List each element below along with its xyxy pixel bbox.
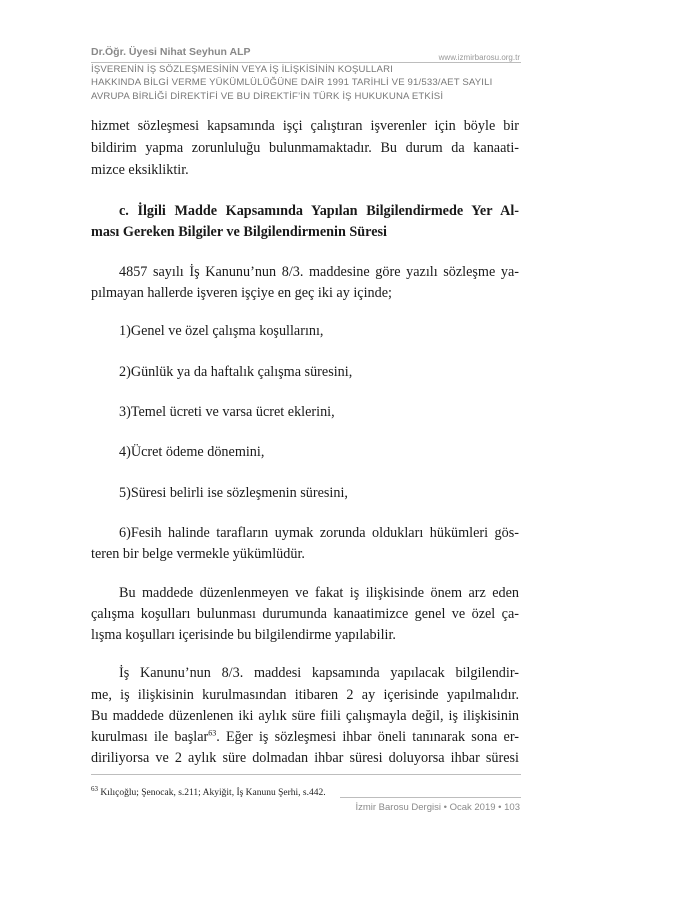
text-line: hizmet sözleşmesi kapsamında işçi çalıştıran işverenler için böyle bir <box>91 118 519 134</box>
footnote-text: Kılıçoğlu; Şenocak, s.211; Akyiğit, İş Kanunu Şerhi, s.442. <box>98 788 326 799</box>
list-item: 3)Temel ücreti ve varsa ücret eklerini, <box>119 404 335 420</box>
footer-journal: İzmir Barosu Dergisi • Ocak 2019 • <box>355 802 502 813</box>
text-line: Bu maddede düzenlenmeyen ve fakat iş ilişkisinde önem arz eden <box>119 585 519 601</box>
list-item: teren bir belge vermekle yükümlüdür. <box>91 546 305 562</box>
text-line: diriliyorsa ve 2 aylık süre dolmadan ihbar süresi doluyorsa ihbar süresi <box>91 750 519 766</box>
header-article-title <box>91 63 531 103</box>
text-segment: . Eğer iş sözleşmesi ihbar öneli tanınarak sona er- <box>216 729 519 745</box>
text-line: me, iş ilişkisinin kurulmasından itibaren 2 ay içerisinde yapılmalıdır. <box>91 687 519 703</box>
text-line: pılmayan hallerde işveren işçiye en geç iki ay içinde; <box>91 285 392 301</box>
section-heading-line: c. İlgili Madde Kapsamında Yapılan Bilgilendirmede Yer Al- <box>119 203 519 219</box>
list-item: 1)Genel ve özel çalışma koşullarını, <box>119 323 324 339</box>
list-item: 5)Süresi belirli ise sözleşmenin süresini, <box>119 485 348 501</box>
header-title-line: AVRUPA BİRLİĞİ DİREKTİFİ VE BU DİREKTİF’İN TÜRK İŞ HUKUKUNA ETKİSİ <box>91 90 444 102</box>
text-line: çalışma koşulları bulunması durumunda kanaatimizce genel ve özel ça- <box>91 606 519 622</box>
text-line: mizce eksikliktir. <box>91 162 189 178</box>
header-website: www.izmirbarosu.org.tr <box>430 53 520 62</box>
footnote-number: 63 <box>91 785 98 793</box>
list-item: 2)Günlük ya da haftalık çalışma süresini, <box>119 364 353 380</box>
section-heading-line: ması Gereken Bilgiler ve Bilgilendirmenin Süresi <box>91 224 387 240</box>
footnote-reference[interactable]: 63 <box>208 728 217 738</box>
footnote <box>91 785 326 798</box>
text-line <box>91 729 519 746</box>
text-line: bildirim yapma zorunluluğu bulunmamaktadır. Bu durum da kanaati- <box>91 140 519 156</box>
text-line: Bu maddede düzenlenen iki aylık süre fiili çalışmayla değil, iş ilişkisinin <box>91 708 519 724</box>
list-item: 4)Ücret ödeme dönemini, <box>119 444 265 460</box>
page-number: 103 <box>504 802 520 813</box>
list-item: 6)Fesih halinde tarafların uymak zorunda oldukları hükümleri gös- <box>119 525 519 541</box>
text-line: İş Kanunu’nun 8/3. maddesi kapsamında yapılacak bilgilendir- <box>119 665 519 681</box>
header-title-line: İŞVERENİN İŞ SÖZLEŞMESİNİN VEYA İŞ İLİŞKİSİNİN KOŞULLARI <box>91 64 393 75</box>
text-line: lışma koşulları içerisinde bu bilgilendirme yapılabilir. <box>91 627 396 643</box>
page-footer <box>320 802 520 813</box>
footer-divider <box>340 797 521 798</box>
header-author: Dr.Öğr. Üyesi Nihat Seyhun ALP <box>91 46 251 58</box>
header-title-line: HAKKINDA BİLGİ VERME YÜKÜMLÜLÜĞÜNE DAİR 1991 TARİHLİ VE 91/533/AET SAYILI <box>91 77 493 89</box>
text-segment: kurulması ile başlar <box>91 729 209 745</box>
text-line: 4857 sayılı İş Kanunu’nun 8/3. maddesine göre yazılı sözleşme ya- <box>119 264 519 280</box>
footnote-divider <box>91 774 521 775</box>
